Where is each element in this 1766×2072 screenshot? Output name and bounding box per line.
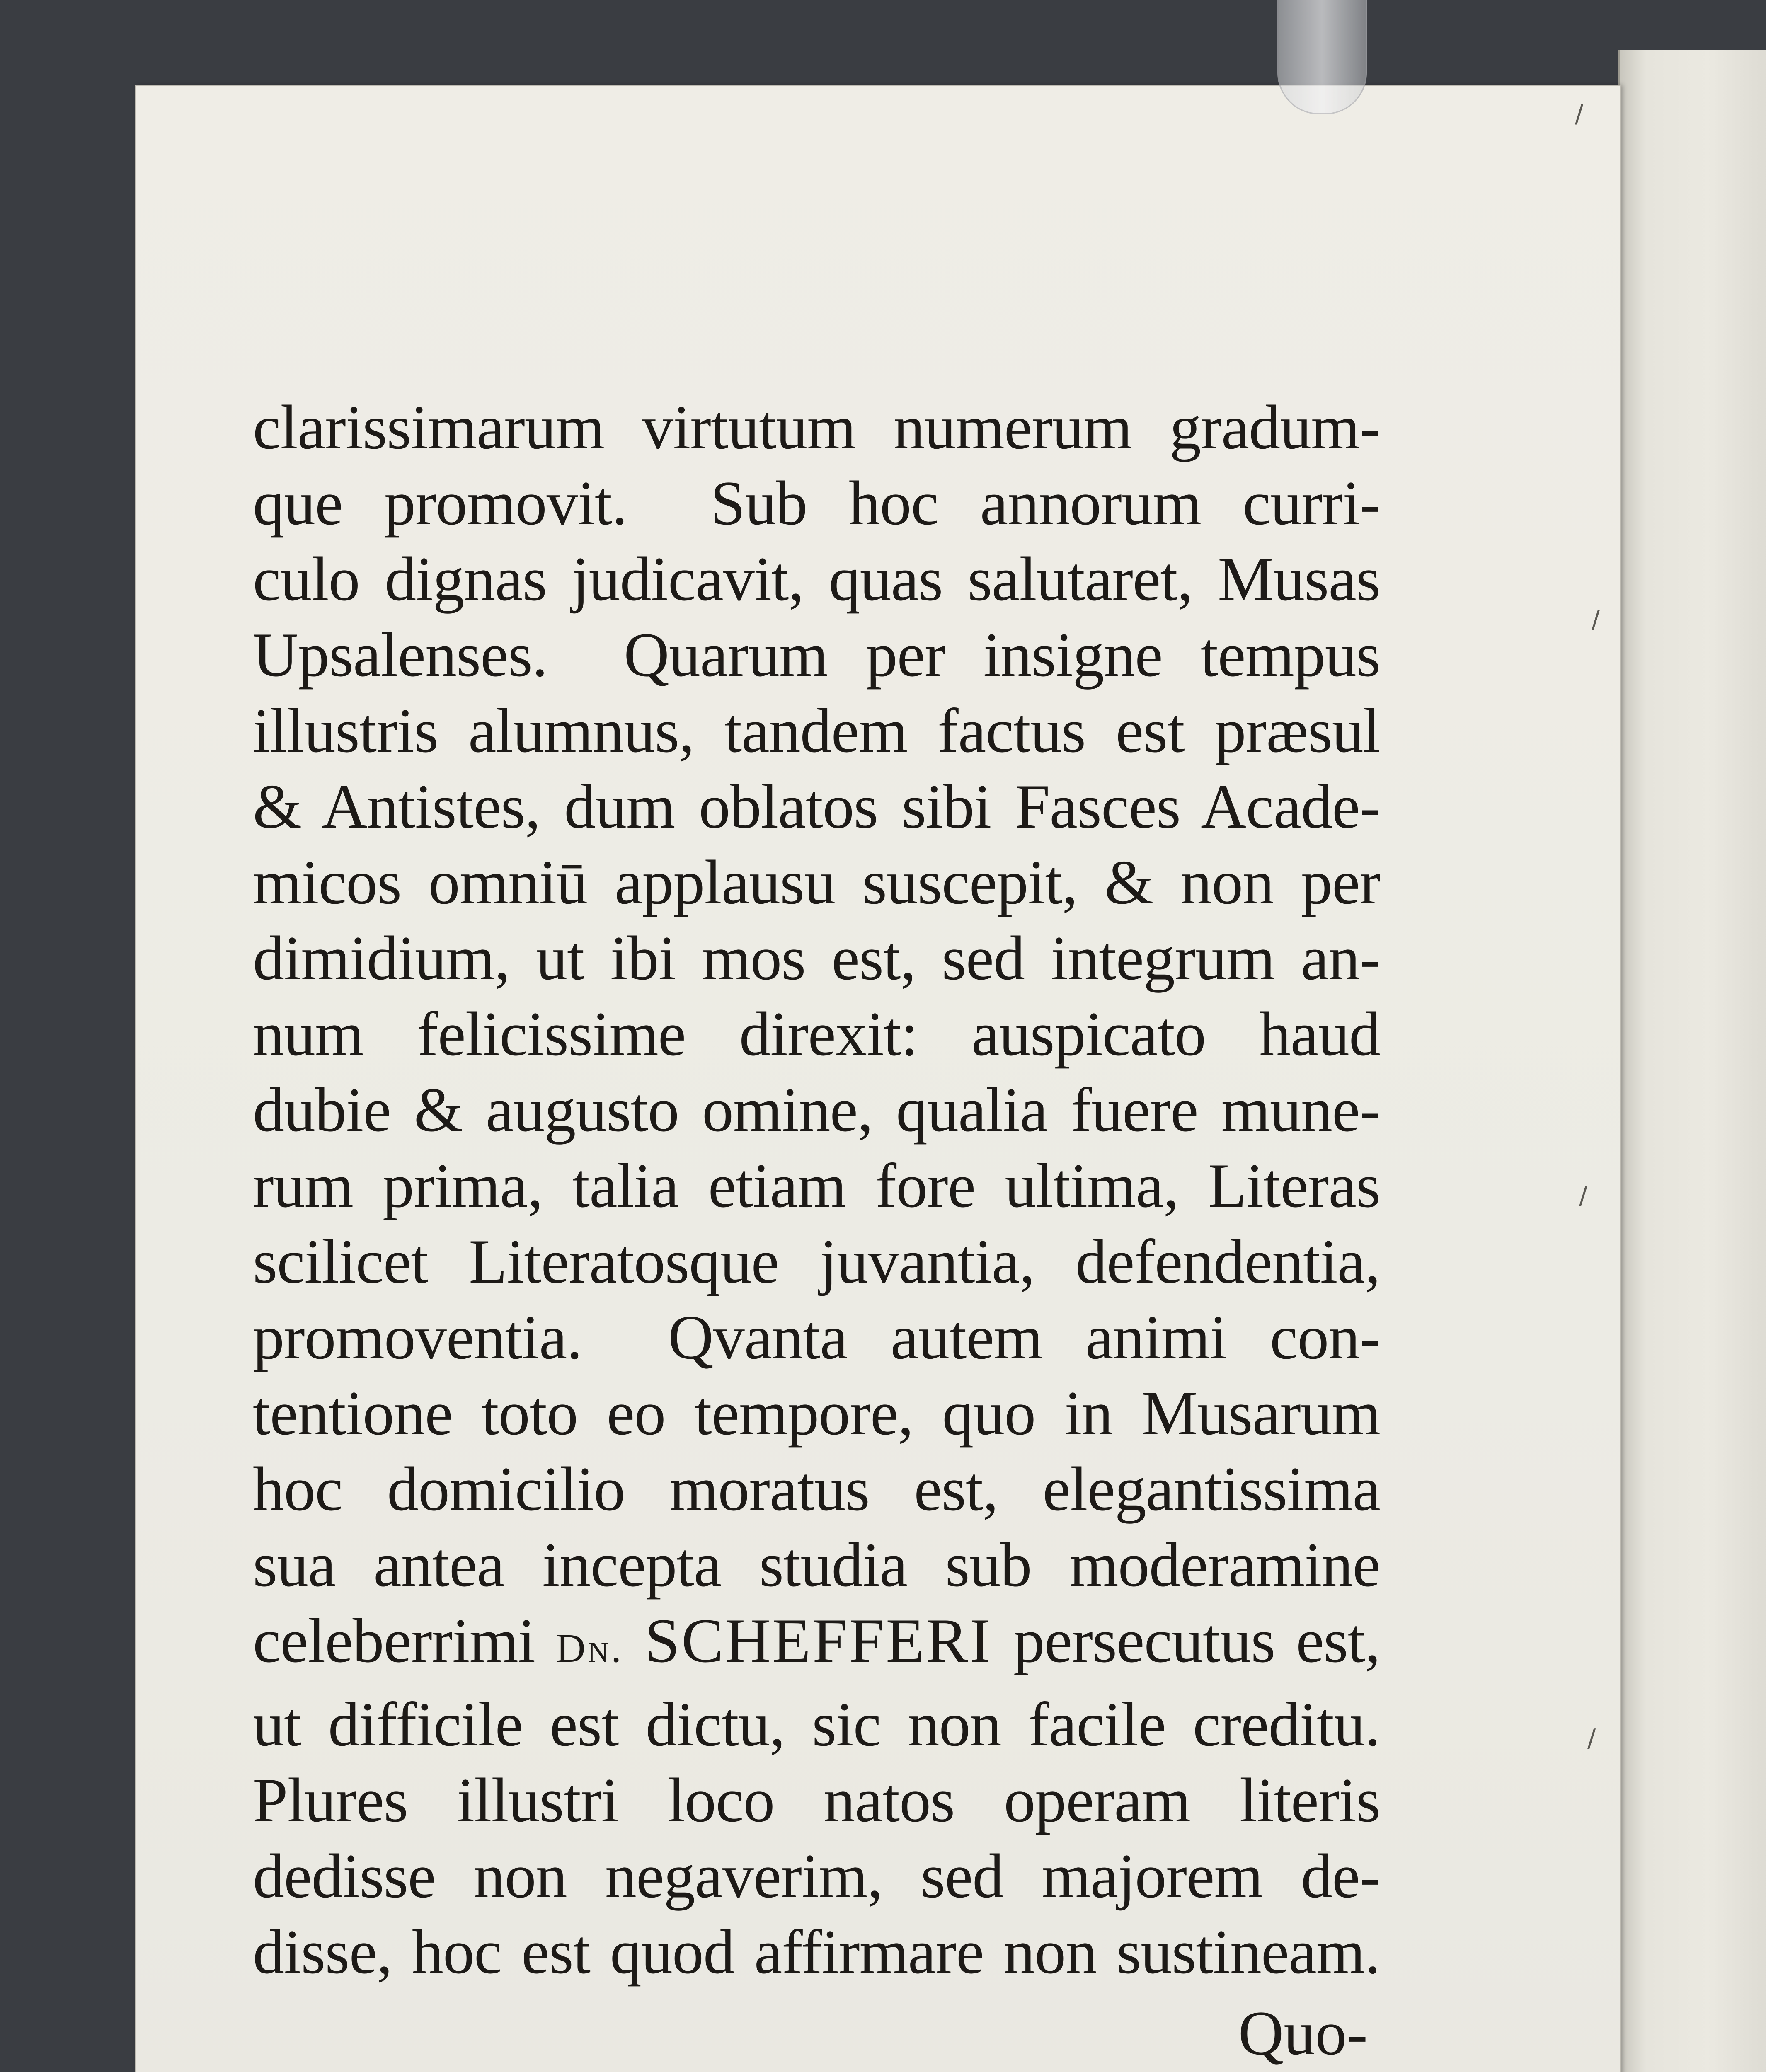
text-line-scheffer: celeberrimi Dn. SCHEFFERI persecutus est, — [253, 1606, 1381, 1675]
text-line: sua antea incepta studia sub moderamine — [253, 1530, 1380, 1600]
dominus-abbreviation: Dn. — [556, 1626, 624, 1671]
text-line: dubie & augusto omine, qualia fuere mune- — [253, 1075, 1380, 1145]
text-line: dimidium, ut ibi mos est, sed integrum an- — [253, 923, 1380, 993]
margin-mark: / — [1579, 1181, 1588, 1210]
text-line: promoventia. Qvanta autem animi con- — [253, 1302, 1380, 1372]
text-line: Upsalenses. Quarum per insigne tempus — [253, 620, 1380, 690]
catchword: Quo- — [1238, 1998, 1368, 2068]
text-line: disse, hoc est quod affirmare non sustineam. — [253, 1917, 1380, 1987]
text-line: hoc domicilio moratus est, elegantissima — [253, 1454, 1380, 1524]
margin-mark: / — [1592, 605, 1600, 634]
text-line: rum prima, talia etiam fore ultima, Literas — [253, 1151, 1380, 1220]
text-line: tentione toto eo tempore, quo in Musarum — [253, 1378, 1380, 1448]
text-line: & Antistes, dum oblatos sibi Fasces Acade- — [253, 772, 1380, 841]
text-line: dedisse non negaverim, sed majorem de- — [253, 1841, 1380, 1911]
text-line: culo dignas judicavit, quas salutaret, Musas — [253, 544, 1380, 614]
body-text — [253, 390, 1380, 1990]
margin-mark: / — [1587, 1724, 1596, 1753]
text-line: Plures illustri loco natos operam literis — [253, 1765, 1380, 1835]
text-line: illustris alumnus, tandem factus est præsul — [253, 696, 1380, 765]
margin-mark: / — [1575, 99, 1584, 128]
text-line: scilicet Literatosque juvantia, defendentia, — [253, 1227, 1380, 1296]
page-holder-top — [1277, 0, 1367, 114]
text-line: ut difficile est dictu, sic non facile creditu. — [253, 1690, 1380, 1759]
facing-page-edge — [1618, 50, 1766, 2072]
text-line: num felicissime direxit: auspicato haud — [253, 999, 1380, 1069]
name-scheffer: SCHEFFERI — [644, 1606, 993, 1675]
text-line: que promovit. Sub hoc annorum curri- — [253, 468, 1380, 538]
text-line: micos omniū applausu suscepit, & non per — [253, 847, 1380, 917]
text-line: clarissimarum virtutum numerum gradum- — [253, 392, 1380, 462]
